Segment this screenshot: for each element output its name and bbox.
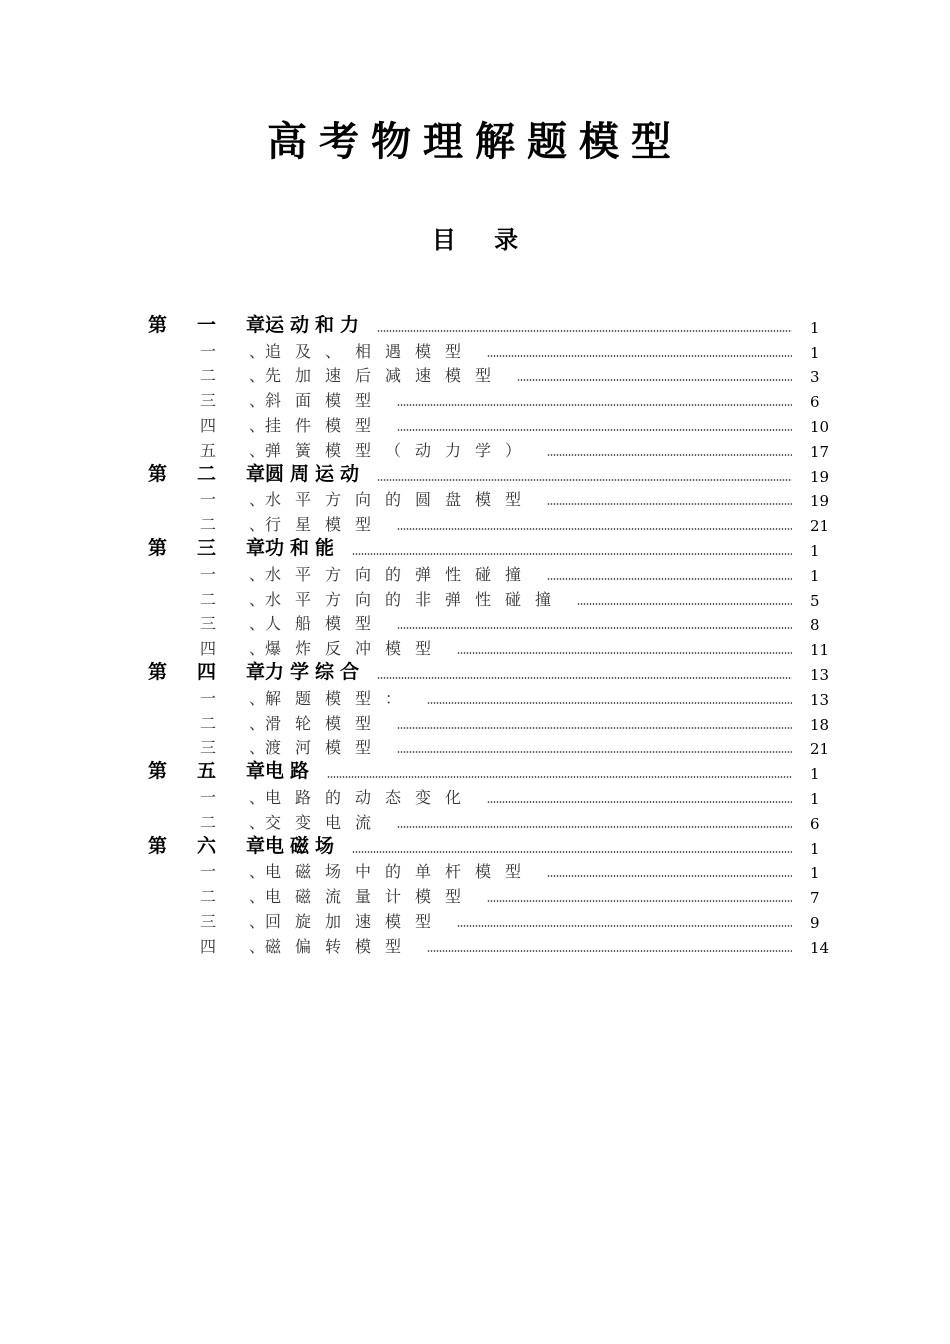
toc-entry-number: 三 、 (200, 614, 265, 634)
toc-entry-number: 第 五 章 (148, 760, 265, 783)
toc-section-row[interactable] (148, 634, 838, 659)
dot-leader (457, 652, 792, 654)
toc-page-number: 10 (810, 417, 830, 436)
dot-leader (457, 925, 792, 927)
dot-leader (397, 404, 792, 406)
toc-entry-label: 水平方向的非弹性碰撞 (265, 589, 566, 609)
toc-page-number: 21 (810, 740, 830, 759)
toc-page-number: 1 (810, 789, 820, 808)
toc-entry-label: 交变电流 (265, 812, 386, 832)
dot-leader (327, 776, 792, 778)
toc-entry-number: 二 、 (200, 713, 265, 733)
toc-page-number: 11 (810, 641, 830, 660)
toc-page-number: 13 (810, 665, 830, 684)
toc-page-number: 14 (810, 938, 830, 957)
toc-entry-label: 先加速后减速模型 (265, 366, 506, 386)
toc-section-row[interactable] (148, 932, 838, 957)
toc-page-number: 6 (810, 393, 820, 412)
toc-page-number: 3 (810, 368, 820, 387)
dot-leader (377, 479, 792, 481)
toc-chapter-row[interactable] (148, 312, 838, 337)
toc-section-row[interactable] (148, 858, 838, 883)
dot-leader (352, 851, 792, 853)
toc-entry-label: 回旋加速模型 (265, 911, 446, 931)
toc-entry-label: 水平方向的圆盘模型 (265, 490, 536, 510)
toc-entry-label: 运动和力 (265, 313, 366, 336)
toc-page-number: 1 (810, 864, 820, 883)
toc-section-row[interactable] (148, 560, 838, 585)
toc-entry-number: 第 三 章 (148, 536, 265, 559)
toc-entry-label: 斜面模型 (265, 391, 386, 411)
toc-heading: 目 录 (431, 226, 519, 254)
toc-section-row[interactable] (148, 610, 838, 635)
toc-section-row[interactable] (148, 486, 838, 511)
toc-entry-number: 五 、 (200, 440, 265, 460)
toc-entry-number: 三 、 (200, 738, 265, 758)
dot-leader (397, 727, 792, 729)
toc-entry-number: 第 六 章 (148, 834, 265, 857)
toc-page-number: 18 (810, 715, 830, 734)
toc-entry-number: 一 、 (200, 341, 265, 361)
toc-chapter-row[interactable] (148, 535, 838, 560)
dot-leader (377, 677, 792, 679)
toc-chapter-row[interactable] (148, 461, 838, 486)
dot-leader (427, 702, 792, 704)
dot-leader (352, 553, 792, 555)
toc-entry-label: 电路 (265, 760, 316, 783)
dot-leader (397, 751, 792, 753)
toc-entry-label: 力学综合 (265, 660, 366, 683)
dot-leader (547, 875, 792, 877)
document-title: 高考物理解题模型 (267, 118, 683, 165)
toc-entry-number: 三 、 (200, 391, 265, 411)
toc-entry-number: 一 、 (200, 490, 265, 510)
toc-entry-label: 水平方向的弹性碰撞 (265, 564, 536, 584)
dot-leader (377, 330, 792, 332)
toc-section-row[interactable] (148, 436, 838, 461)
toc-entry-number: 一 、 (200, 787, 265, 807)
toc-chapter-row[interactable] (148, 659, 838, 684)
toc-entry-number: 第 一 章 (148, 313, 265, 336)
dot-leader (487, 900, 792, 902)
table-of-contents (148, 312, 838, 957)
toc-entry-label: 圆周运动 (265, 462, 366, 485)
dot-leader (397, 826, 792, 828)
toc-page-number: 19 (810, 467, 830, 486)
dot-leader (487, 801, 792, 803)
toc-entry-number: 二 、 (200, 589, 265, 609)
toc-section-row[interactable] (148, 510, 838, 535)
toc-entry-label: 行星模型 (265, 515, 386, 535)
toc-entry-label: 功和能 (265, 536, 341, 559)
toc-entry-number: 三 、 (200, 911, 265, 931)
toc-section-row[interactable] (148, 882, 838, 907)
toc-entry-label: 爆炸反冲模型 (265, 639, 446, 659)
toc-entry-label: 解题模型： (265, 688, 416, 708)
toc-entry-number: 四 、 (200, 936, 265, 956)
dot-leader (397, 429, 792, 431)
toc-page-number: 19 (810, 492, 830, 511)
toc-page-number: 1 (810, 541, 820, 560)
dot-leader (547, 578, 792, 580)
toc-chapter-row[interactable] (148, 758, 838, 783)
toc-entry-number: 一 、 (200, 688, 265, 708)
toc-section-row[interactable] (148, 386, 838, 411)
dot-leader (547, 503, 792, 505)
toc-entry-number: 二 、 (200, 887, 265, 907)
dot-leader (577, 603, 792, 605)
toc-page-number: 13 (810, 690, 830, 709)
toc-entry-number: 一 、 (200, 862, 265, 882)
toc-page-number: 1 (810, 839, 820, 858)
toc-section-row[interactable] (148, 337, 838, 362)
toc-page-number: 17 (810, 442, 830, 461)
dot-leader (397, 528, 792, 530)
toc-page-number: 1 (810, 343, 820, 362)
toc-page-number: 7 (810, 889, 820, 908)
toc-section-row[interactable] (148, 585, 838, 610)
toc-page-number: 21 (810, 517, 830, 536)
toc-entry-label: 渡河模型 (265, 738, 386, 758)
toc-section-row[interactable] (148, 783, 838, 808)
toc-entry-label: 滑轮模型 (265, 713, 386, 733)
toc-entry-number: 第 四 章 (148, 660, 265, 683)
toc-entry-label: 挂件模型 (265, 415, 386, 435)
dot-leader (487, 355, 792, 357)
toc-entry-label: 电磁场 (265, 834, 341, 857)
toc-page-number: 1 (810, 765, 820, 784)
dot-leader (547, 454, 792, 456)
toc-entry-label: 弹簧模型（动力学） (265, 440, 536, 460)
toc-entry-number: 二 、 (200, 812, 265, 832)
toc-page-number: 9 (810, 913, 820, 932)
toc-entry-number: 四 、 (200, 415, 265, 435)
toc-entry-label: 电磁场中的单杆模型 (265, 862, 536, 882)
toc-entry-number: 一 、 (200, 564, 265, 584)
toc-section-row[interactable] (148, 411, 838, 436)
toc-section-row[interactable] (148, 907, 838, 932)
dot-leader (397, 627, 792, 629)
toc-entry-number: 二 、 (200, 366, 265, 386)
toc-entry-number: 二 、 (200, 515, 265, 535)
toc-entry-number: 第 二 章 (148, 462, 265, 485)
toc-page-number: 1 (810, 318, 820, 337)
toc-page-number: 6 (810, 814, 820, 833)
toc-entry-label: 电磁流量计模型 (265, 887, 476, 907)
toc-page-number: 5 (810, 591, 820, 610)
toc-entry-number: 四 、 (200, 639, 265, 659)
toc-section-row[interactable] (148, 808, 838, 833)
dot-leader (427, 950, 792, 952)
toc-section-row[interactable] (148, 362, 838, 387)
toc-entry-label: 磁偏转模型 (265, 936, 416, 956)
toc-section-row[interactable] (148, 709, 838, 734)
toc-section-row[interactable] (148, 684, 838, 709)
toc-entry-label: 追及、相遇模型 (265, 341, 476, 361)
toc-section-row[interactable] (148, 734, 838, 759)
toc-entry-label: 人船模型 (265, 614, 386, 634)
toc-page-number: 1 (810, 566, 820, 585)
toc-entry-label: 电路的动态变化 (265, 787, 476, 807)
dot-leader (517, 379, 792, 381)
toc-page-number: 8 (810, 616, 820, 635)
toc-chapter-row[interactable] (148, 833, 838, 858)
